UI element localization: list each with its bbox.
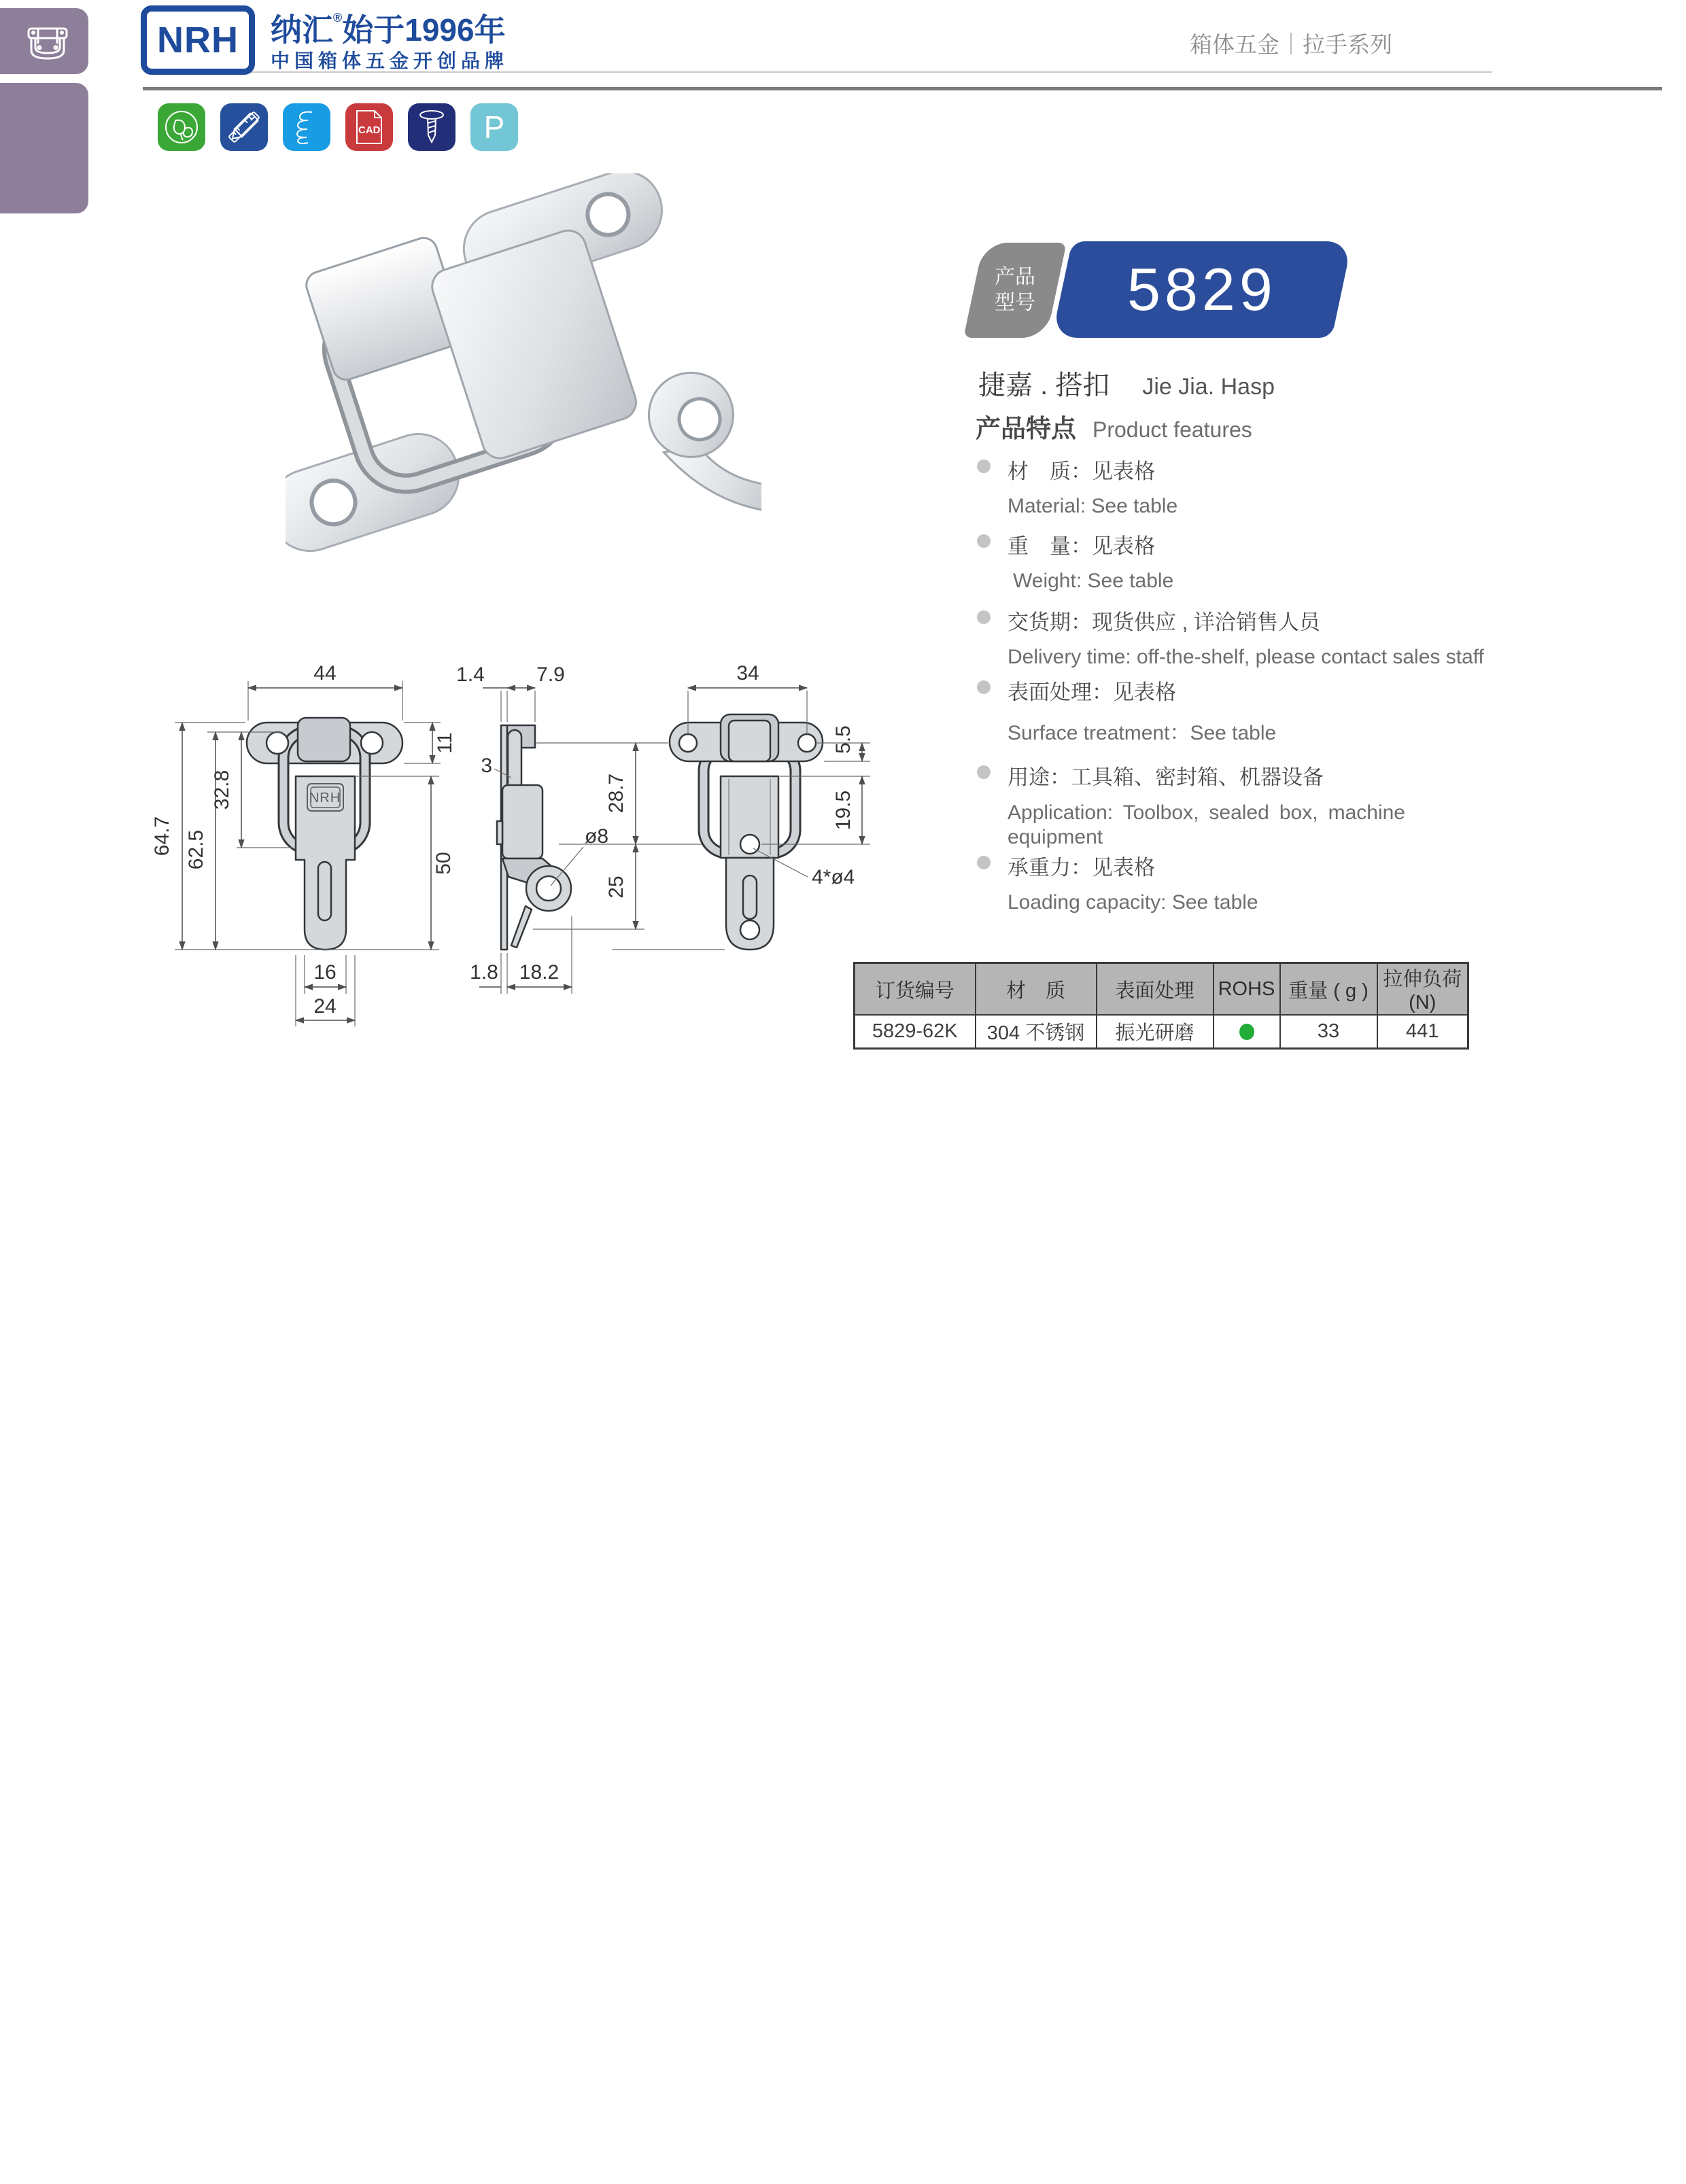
sidebar-tab-active (0, 8, 88, 74)
design-tools-icon (220, 103, 268, 151)
cell-surface: 振光研磨 (1097, 1015, 1214, 1049)
cell-rohs (1214, 1015, 1280, 1049)
feature-item-application: 用途：工具箱、密封箱、机器设备 Application: Toolbox, sealed box, machine equipment (977, 760, 1494, 850)
dim-side-base-thickness: 1.8 (470, 961, 498, 984)
dim-side-hook-width: 7.9 (536, 663, 565, 686)
product-name-cn: 捷嘉 . 搭扣 (978, 370, 1110, 400)
dim-front-total-height: 64.7 (151, 816, 173, 856)
emboss-logo: NRH (309, 791, 341, 805)
bullet-dot-icon (977, 856, 991, 869)
dim-front-inner-height: 62.5 (185, 829, 207, 870)
spec-table (853, 962, 1469, 1050)
feature-item-surface: 表面处理：见表格 Surface treatment：See table (977, 675, 1494, 746)
latch-icon (0, 8, 88, 74)
bullet-dot-icon (977, 460, 991, 473)
brand-title: 纳汇®始于1996年 (271, 11, 506, 48)
breadcrumb (1190, 27, 1392, 59)
parts-icon (470, 103, 518, 151)
eco-leaf-icon (158, 103, 205, 151)
nrh-logo (141, 5, 255, 75)
col-order-no: 订货编号 (855, 963, 976, 1016)
nrh-logo-text: NRH (157, 20, 239, 60)
front-view-drawing (151, 662, 456, 1026)
technical-drawings (136, 646, 897, 1026)
dim-side-hook-length: 18.2 (519, 961, 560, 984)
spec-table-data-row (855, 1015, 1468, 1049)
dim-front-body-height: 50 (432, 852, 455, 875)
dim-back-hole-spacing: 34 (736, 662, 759, 684)
bullet-dot-icon (977, 534, 991, 548)
features-title-cn: 产品特点 (976, 415, 1076, 443)
dim-side-upper-height: 28.7 (605, 773, 627, 814)
dim-side-lower-height: 25 (605, 876, 627, 899)
breadcrumb-divider (1290, 33, 1292, 54)
breadcrumb-category: 箱体五金 (1190, 32, 1279, 57)
dim-front-plate-height: 11 (434, 732, 456, 754)
model-badge-label: 产品 型号 (963, 243, 1067, 338)
dim-front-bail-height: 32.8 (211, 769, 233, 810)
spec-table-header-row (855, 963, 1468, 1016)
cell-weight: 33 (1280, 1015, 1377, 1049)
side-view-drawing (456, 663, 702, 994)
feature-item-loading: 承重力：见表格 Loading capacity: See table (977, 850, 1494, 914)
bullet-dot-icon (977, 765, 991, 779)
cell-order-no: 5829-62K (855, 1015, 976, 1049)
col-surface: 表面处理 (1097, 963, 1214, 1016)
dim-side-pin-offset: 3 (481, 755, 492, 777)
bullet-dot-icon (977, 610, 991, 624)
dim-side-eye-diameter: ø8 (585, 825, 609, 848)
spring-icon (283, 103, 330, 151)
header-divider-dark (143, 87, 1662, 90)
cad-file-icon (345, 103, 393, 151)
dim-front-width: 44 (313, 662, 337, 684)
dim-side-plate-thickness: 1.4 (456, 663, 485, 686)
features-title (976, 408, 1252, 445)
feature-item-weight: 重 量：见表格 Weight: See table (977, 529, 1494, 593)
dim-front-strap-width: 16 (313, 961, 337, 984)
dim-back-mount-holes: 4*ø4 (812, 866, 855, 888)
feature-item-delivery: 交货期：现货供应 , 详洽销售人员 Delivery time: off-the-shelf, please contact sales staff (977, 605, 1494, 669)
brand-subtitle: 中国箱体五金开创品牌 (271, 50, 509, 71)
cell-material: 304 不锈钢 (976, 1015, 1097, 1049)
dim-back-hole-offset: 5.5 (832, 725, 855, 754)
sidebar-tab (0, 83, 88, 213)
dim-back-body-height: 19.5 (832, 790, 855, 831)
cell-tensile-load: 441 (1377, 1015, 1468, 1049)
rohs-pass-dot-icon (1239, 1024, 1254, 1040)
product-photo (286, 173, 761, 615)
screw-icon (408, 103, 455, 151)
product-name (978, 364, 1275, 402)
col-tensile-load: 拉伸负荷 (N) (1377, 963, 1468, 1016)
bullet-dot-icon (977, 680, 991, 694)
model-badge-number: 5829 (1052, 241, 1352, 338)
cad-label: CAD (358, 124, 381, 136)
back-view-drawing (612, 662, 870, 950)
product-name-en: Jie Jia. Hasp (1142, 374, 1275, 400)
col-material: 材 质 (976, 963, 1097, 1016)
photo-body (428, 226, 640, 462)
dim-front-base-width: 24 (313, 995, 337, 1018)
col-weight: 重量 ( g ) (1280, 963, 1377, 1016)
registered-mark-icon: ® (333, 11, 343, 24)
parts-icon-label: P (483, 109, 505, 145)
feature-item-material: 材 质：见表格 Material: See table (977, 454, 1494, 518)
breadcrumb-series: 拉手系列 (1303, 32, 1392, 57)
features-title-en: Product features (1093, 417, 1252, 442)
col-rohs: ROHS (1214, 963, 1280, 1016)
